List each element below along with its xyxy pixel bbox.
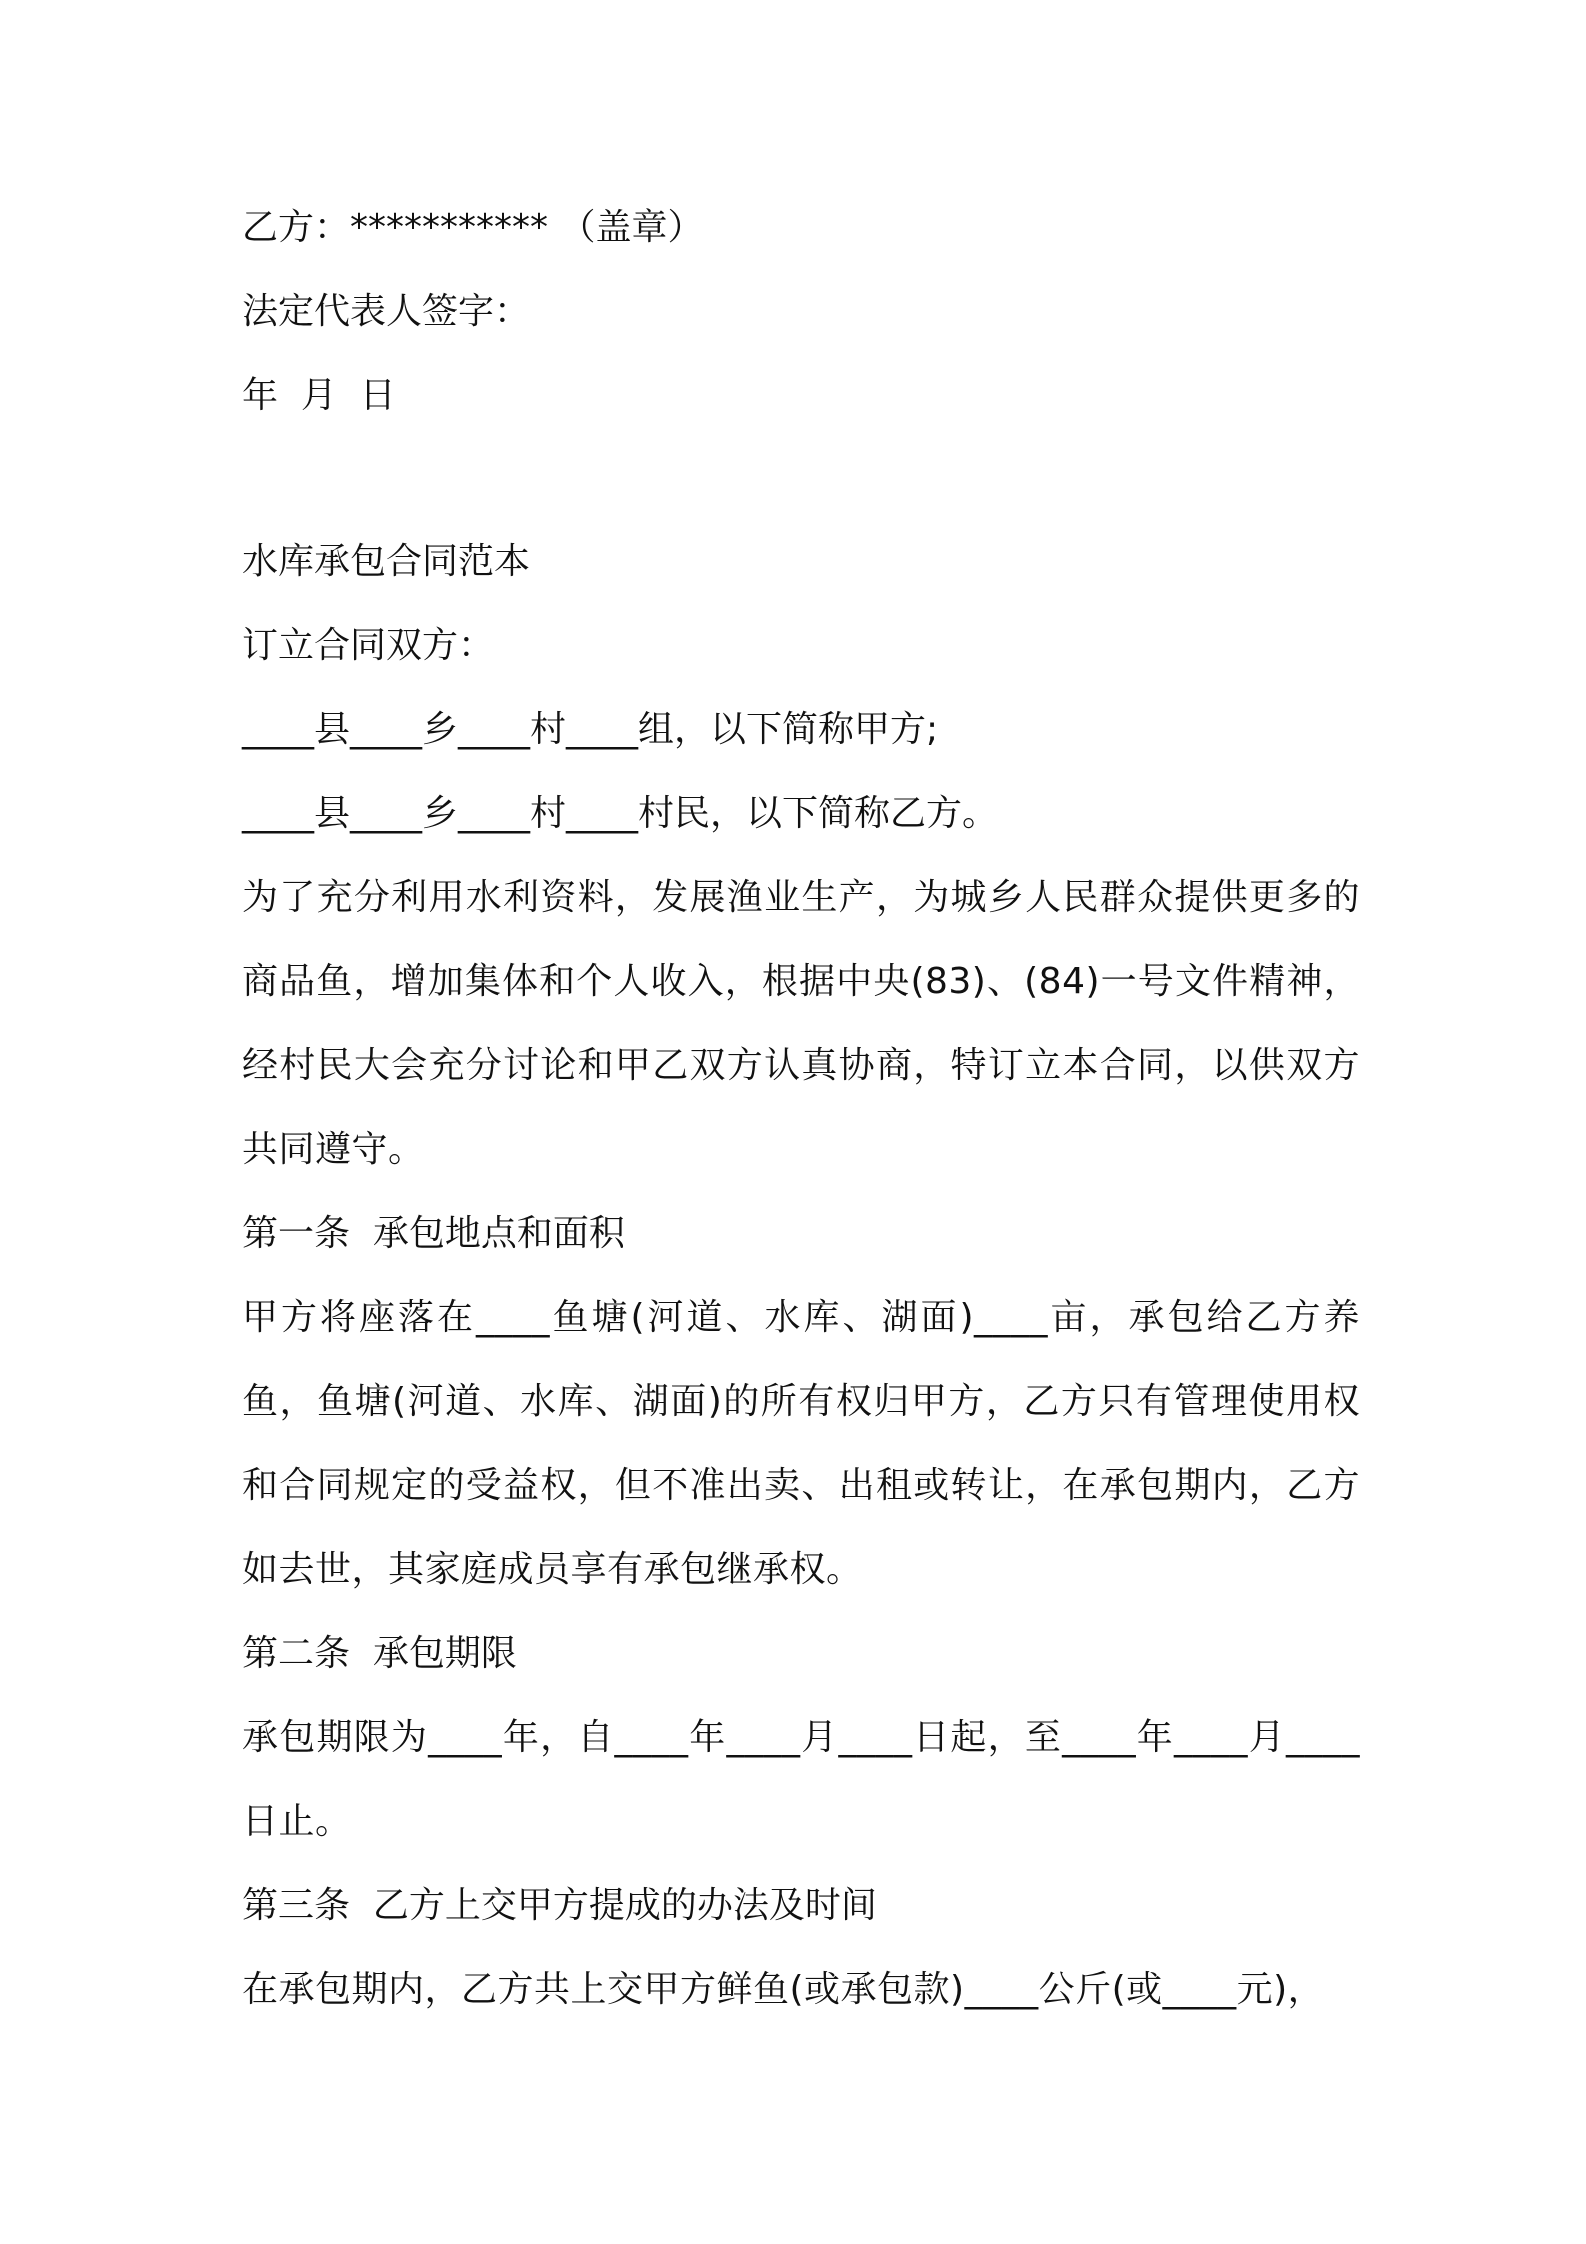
preamble-paragraph: 为了充分利用水利资料，发展渔业生产，为城乡人民群众提供更多的商品鱼，增加集体和个人收入，根据中央(83)、(84)一号文件精神，经村民大会充分讨论和甲乙双方认真协商，特订立本合同，以供双方共同遵守。	[242, 877, 1360, 1170]
article-3-body: 在承包期内，乙方共上交甲方鲜鱼(或承包款)____公斤(或____元)，	[242, 1969, 1325, 2010]
party-b-line: ____县____乡____村____村民，以下简称乙方。	[242, 793, 999, 834]
article-2-heading: 第二条 承包期限	[242, 1633, 517, 1674]
article-1-body: 甲方将座落在____鱼塘(河道、水库、湖面)____亩，承包给乙方养鱼，鱼塘(河道、水库、湖面)的所有权归甲方，乙方只有管理使用权和合同规定的受益权，但不准出卖、出租或转让，在承包期内，乙方如去世，其家庭成员享有承包继承权。	[242, 1297, 1360, 1590]
contract-title: 水库承包合同范本	[242, 541, 531, 582]
article-2-body: 承包期限为____年，自____年____月____日起，至____年____月____日止。	[242, 1717, 1360, 1842]
article-1-heading: 第一条 承包地点和面积	[242, 1213, 625, 1254]
article-3-heading: 第三条 乙方上交甲方提成的办法及时间	[242, 1885, 877, 1926]
party-a-line: ____县____乡____村____组，以下简称甲方;	[242, 709, 939, 750]
parties-heading: 订立合同双方：	[242, 625, 495, 666]
date-line: 年 月 日	[242, 375, 396, 416]
legal-representative-line: 法定代表人签字：	[242, 291, 531, 332]
party-b-signature-line: 乙方：*********** （盖章）	[242, 207, 704, 248]
